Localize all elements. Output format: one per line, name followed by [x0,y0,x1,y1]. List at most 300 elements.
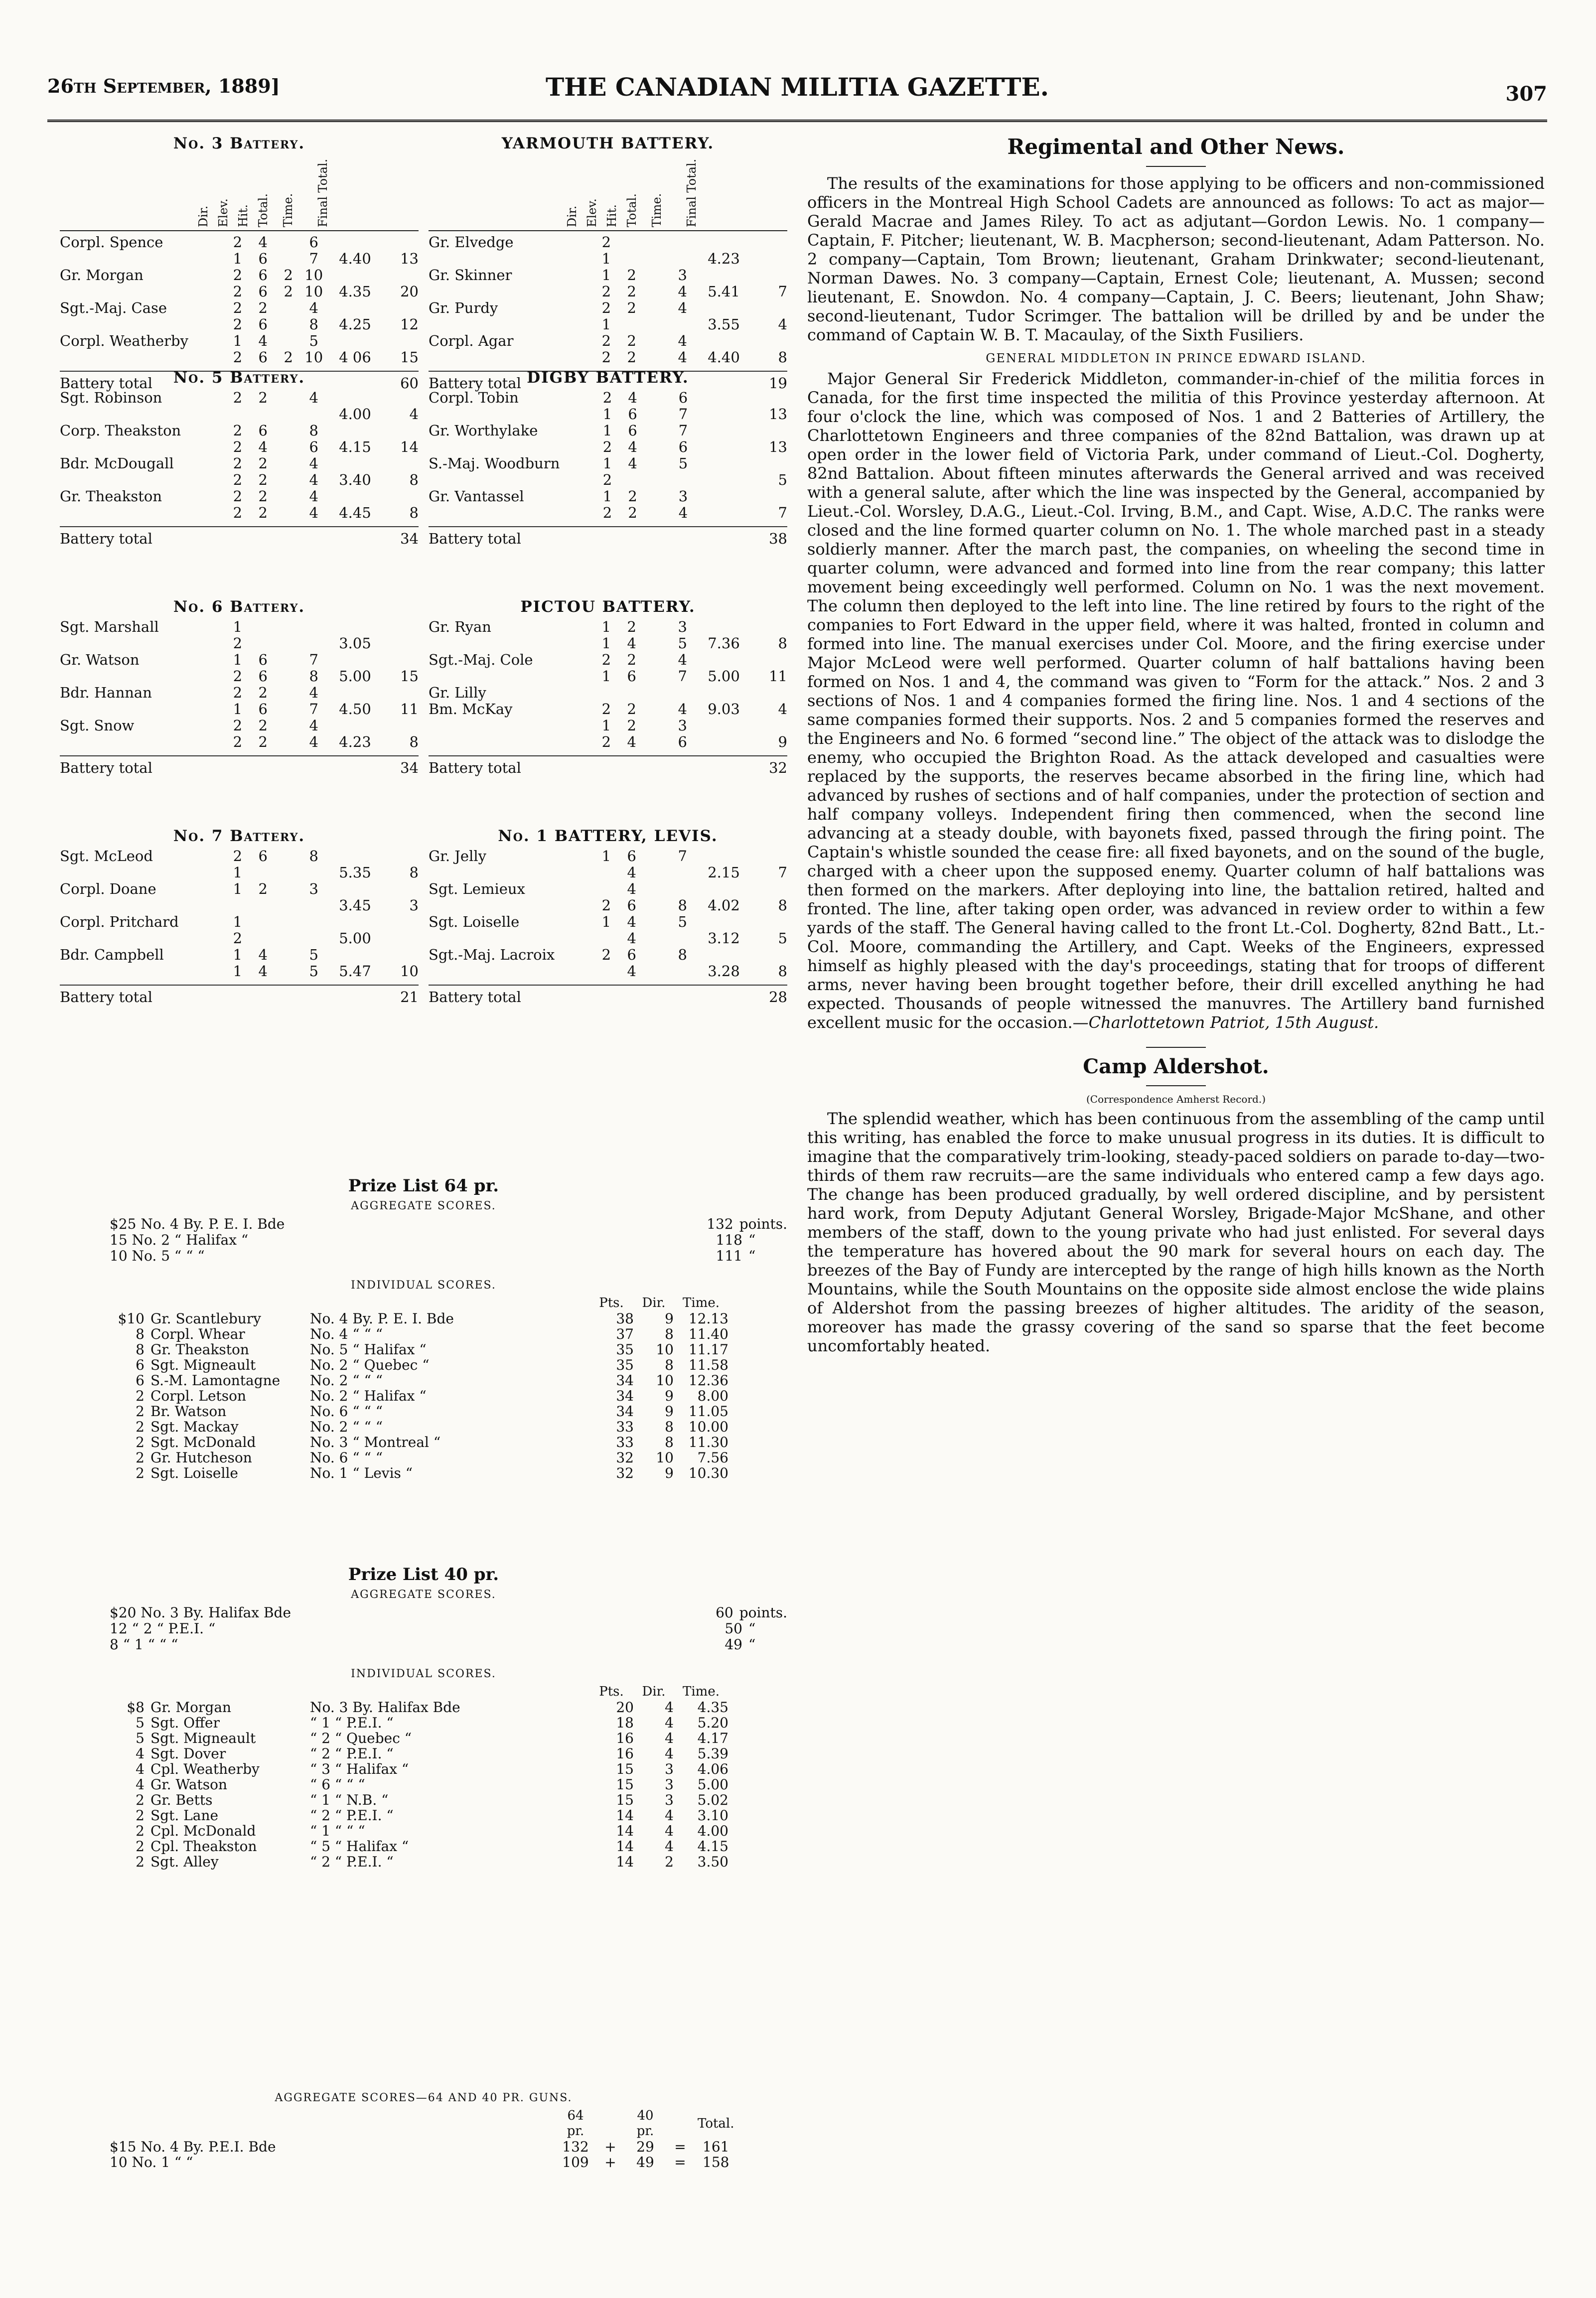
aggregate-suffix: “ [748,1620,756,1637]
score-cell: 14 [400,438,419,455]
score-cell [644,881,670,897]
points: 14 [616,1854,634,1870]
aggregate-unit: 10 No. 5 “ “ “ [110,1248,205,1264]
competitor-unit: “ 3 “ Halifax “ [310,1761,409,1777]
battery-block [60,827,419,1005]
score-row [60,333,419,349]
prize-amount: 2 [136,1807,145,1824]
score-cell: 8 [409,504,419,521]
score-cell: 5 [778,471,787,488]
score-cell: 1 [601,913,611,930]
score-cell: 3.40 [339,471,371,488]
score-row [60,488,419,505]
individual-row [110,1435,728,1450]
score-cell [696,455,752,472]
score-cell [301,864,326,881]
score-cell [276,488,301,505]
points: 20 [616,1699,634,1716]
competitor-name: Cpl. McDonald [150,1823,256,1839]
middleton-text: Major General Sir Frederick Middleton, commander-in-chief of the militia forces in Canada, for the first time inspected the militia of this Province yesterday afternoon. At four o'clock the line, which was composed of Nos. 1 and 2 Batteries of Artillery, the Charlottetown Engineers and three companies of the 82nd Battalion, was drawn up at open order in the lower field of Victoria Park, under command of Lieut.-Col. Dogherty, 82nd Battalion. About fifteen minutes afterwards the General arrived and was received with a general salute, after which the line was inspected by the General, accompanied by Lieut.-Col. Worsley, D.A.G., Lieut.-Col. Irving, B.M., and Capt. Wise, A.D.C. The ranks were closed and the line formed quarter column on No. 1. The whole marched past in a steady soldierly manner. After the march past, the companies, on wheeling the second time in quarter column, were advanced and formed into line from the rear company; this latter movement being exceedingly well performed. Column on No. 1 was the next movement. The column then deployed to the left into line. The line retired by fours to the right of the companies to Fort Edward in the upper field, where it was halted, fronted in column and formed into line. The manual exercises under Col. Moore, and the firing exercise under Major McLeod were well performed. Quarter column of half battalions having been formed on Nos. 1 and 4, the command was given to “Form for the attack.” Nos. 2 and 3 sections of Nos. 1 and 4 companies formed the firing line. Nos. 1 and 4 sections of the same companies formed their supports. Nos. 2 and 5 companies formed the reserves and the Engineers and No. 6 formed “second line.” The object of the attack was to dislodge the enemy, who occupied the Brighton Road. As the attack developed and casualties were replaced by the supports, the reserves became absorbed in the firing line, which had advanced by rushes of sections and of half companies, under the protection of section and half company volleys. Independent firing then commenced, when the second line advancing at a steady double, with bayonets fixed, passed through the firing point. The Captain's whistle sounded the cease fire: all fixed bayonets, and on the sound of the bugle, charged with a cheer upon the supposed enemy. Quarter column of half battalions was then formed on the markers. After deploying into line, the battalion retired, halted and fronted. The line, after taking open order, was advanced in review order to within a few yards of the staff. The General having called to the front Lt.-Col. Dogherty, 82nd Batt., Lt.-Col. Moore, commanding the Artillery, and Capt. Weeks of the Engineers, expressed himself as highly pleased with the day's proceedings, stating that for troops of different arms, never having been brought together before, their drill excelled anything he had expected. Thousands of people witnessed the manuvres. The Artillery band furnished excellent music for the occasion. [807,369,1545,1032]
prize-list-40 [60,1565,787,1869]
camp-rule [1146,1085,1206,1086]
score-cell [225,406,250,423]
section-rule [1146,1047,1206,1048]
competitor-unit: No. 1 “ Levis “ [310,1465,413,1481]
gunner-name: Sgt.-Maj. Lacroix [429,946,555,963]
score-cell: 4 [258,963,268,980]
score-cell: 8 [309,316,318,333]
score-cell: 8 [309,668,318,685]
score-cell: 4 [628,389,637,406]
aggregate-suffix: “ [748,1232,756,1248]
direction: 4 [665,1838,674,1855]
score-cell [276,390,301,406]
score-cell: 4 [628,438,637,455]
score-cell: 2 [233,733,243,750]
score-cell: 2 [233,471,243,488]
time: 10.00 [688,1419,728,1435]
score-row [429,685,787,701]
battery-title: No. 5 Battery. [173,369,305,387]
score-cell: 4 [258,234,268,251]
title-rule [1146,166,1206,167]
individual-heading: Pts. [599,1295,624,1310]
score-cell [645,406,671,423]
score-cell [752,652,787,668]
competitor-name: S.-M. Lamontagne [150,1372,281,1389]
blank-heading [310,1684,589,1700]
battery-total-label: Battery total [429,375,521,392]
score-cell [752,488,787,505]
competitor-name: Gr. Scantlebury [150,1310,262,1327]
score-cell: 2 [233,668,243,685]
competitor-name: Sgt. Migneault [150,1357,256,1373]
score-cell: 4 [258,438,268,455]
score-cell: 6 [678,389,688,406]
score-cell: 1 [601,668,611,685]
direction: 2 [665,1854,674,1870]
competitor-name: Sgt. Alley [150,1854,219,1870]
score-cell: 2 [233,316,243,333]
blank-heading [145,1295,310,1311]
column-heading: Final Total. [316,158,330,227]
score-cell [645,439,671,455]
combined-value: 49 [636,2154,654,2170]
score-cell [276,881,301,897]
score-cell [276,333,301,349]
time: 4.35 [697,1699,728,1716]
issue-date: 26th September, 1889] [47,75,280,97]
aggregate-suffix: points. [739,1604,787,1621]
score-cell [695,881,752,897]
aggregate-points: 132 [707,1216,733,1232]
competitor-name: Gr. Theakston [150,1341,249,1358]
news-title: Regimental and Other News. [1007,135,1345,159]
score-row [429,406,787,423]
score-cell [619,316,644,333]
score-cell [696,472,752,488]
score-cell: 5 [678,455,688,472]
score-cell [752,333,787,349]
score-cell: 7 [678,848,687,864]
score-row [429,251,787,267]
competitor-name: Gr. Morgan [150,1699,232,1716]
score-cell: 2 [233,283,243,300]
prize-64-ind-label: INDIVIDUAL SCORES. [351,1279,496,1292]
score-cell [645,423,671,439]
score-cell [276,930,301,947]
aggregate-row [60,1216,787,1232]
time: 11.17 [688,1341,728,1358]
prize-amount: 8 [136,1341,145,1358]
combined-value: = [674,2154,686,2170]
score-cell [645,472,671,488]
gunner-name: Corpl. Doane [60,880,156,897]
score-row [429,349,787,366]
score-cell [696,505,752,521]
gunner-name [60,472,225,488]
combined-heading: Total. [698,2116,734,2131]
prize-amount: 2 [136,1419,145,1435]
points: 37 [616,1326,634,1342]
score-cell [326,333,384,349]
battery-table [429,848,787,980]
score-cell: 5.00 [339,668,371,685]
score-cell: 13 [769,406,787,423]
score-cell: 3 [678,618,687,635]
direction: 4 [665,1745,674,1762]
aggregate-points: 118 [716,1232,742,1248]
score-cell: 3.05 [339,635,371,652]
score-cell [384,718,419,734]
score-cell [696,439,752,455]
score-cell: 13 [400,250,419,267]
score-cell [593,881,619,897]
score-cell: 2 [258,504,268,521]
points: 16 [616,1730,634,1746]
direction: 8 [665,1434,674,1450]
prize-amount: 6 [136,1357,145,1373]
aggregate-unit: $25 No. 4 By. P. E. I. Bde [110,1216,285,1232]
battery-block [60,598,419,776]
score-cell: 5 [309,963,318,980]
score-cell: 7 [778,283,787,300]
score-cell [276,734,301,750]
score-cell: 2 [627,717,636,734]
aggregate-row [60,1248,787,1264]
aggregate-row [60,1605,787,1621]
gunner-name [429,284,593,300]
score-cell: 6 [678,733,687,750]
gunner-name [60,963,225,980]
direction: 10 [656,1341,674,1358]
score-cell: 10 [304,283,323,300]
score-row [429,316,787,333]
score-cell [276,947,301,963]
score-cell [670,881,695,897]
combined-heading [663,2108,698,2139]
score-cell [619,234,644,251]
time: 3.50 [697,1854,728,1870]
column-heading: Hit. [236,204,250,227]
gunner-name: Gr. Skinner [429,267,512,284]
score-cell [644,947,670,963]
gunner-name [60,316,225,333]
blank-heading [110,1684,145,1700]
score-cell: 2 [627,332,636,349]
score-cell: 2 [258,733,268,750]
competitor-unit: “ 2 “ Quebec “ [310,1730,412,1746]
gunner-name [60,930,225,947]
score-cell: 4 [309,733,318,750]
score-cell: 5 [678,913,687,930]
time: 5.39 [697,1745,728,1762]
score-cell [644,701,670,718]
score-row [429,652,787,668]
prize-40-individual [110,1684,728,1869]
score-cell: 2 [601,651,611,668]
score-row [60,668,419,685]
score-cell: 1 [233,618,243,635]
aggregate-unit: $20 No. 3 By. Halifax Bde [110,1605,291,1621]
gunner-name: Corpl. Weatherby [60,332,188,349]
points: 34 [616,1403,634,1420]
score-cell: 2 [233,930,243,947]
prize-list-64 [60,1176,787,1481]
score-cell: 6 [309,234,318,251]
points: 34 [616,1372,634,1389]
page-number: 307 [1505,82,1547,106]
score-cell: 4 [309,299,318,316]
competitor-unit: “ 6 “ “ “ [310,1776,365,1793]
gunner-name [429,930,593,947]
score-cell: 5.00 [339,930,371,947]
score-cell: 4.40 [708,349,740,366]
direction: 8 [665,1357,674,1373]
battery-table [429,619,787,750]
score-row [429,472,787,488]
score-cell: 5 [309,946,318,963]
score-cell: 9.03 [708,701,740,718]
score-cell: 6 [258,422,268,439]
score-cell [276,914,301,930]
score-cell: 5 [678,635,687,652]
score-cell: 4 [627,635,636,652]
score-cell: 4.35 [339,283,371,300]
aggregate-points: 49 [725,1636,742,1653]
battery-total-label: Battery total [60,759,152,776]
direction: 4 [665,1715,674,1731]
score-cell: 6 [258,701,268,718]
individual-header [110,1295,728,1311]
individual-header [110,1684,728,1700]
score-row [60,505,419,521]
score-cell [301,635,326,652]
individual-row [110,1715,728,1730]
score-cell: 6 [627,946,636,963]
score-cell [384,635,419,652]
gunner-name: Corpl. Pritchard [60,913,179,930]
competitor-unit: No. 6 “ “ “ [310,1403,383,1420]
score-row [429,488,787,505]
publication-title: THE CANADIAN MILITIA GAZETTE. [545,72,1049,102]
score-cell [645,505,671,521]
score-cell: 3 [409,897,419,914]
score-cell [276,897,301,914]
score-cell: 8 [778,897,787,914]
score-cell [696,488,752,505]
combined-row [110,2139,734,2154]
individual-heading: Pts. [599,1684,624,1699]
score-cell [301,897,326,914]
score-cell: 4 [678,283,687,300]
gunner-name: Gr. Vantassel [429,488,524,505]
score-cell: 6 [258,651,268,668]
score-cell: 2 [233,504,243,521]
score-cell [670,963,695,980]
score-cell [644,652,670,668]
score-cell [326,718,384,734]
score-row [60,423,419,439]
column-heading: Total. [625,193,639,227]
score-cell: 4.23 [339,733,371,750]
prize-amount: 5 [136,1730,145,1746]
score-cell: 1 [601,848,611,864]
gunner-name [60,406,225,423]
score-cell [670,234,695,251]
score-cell: 6 [258,283,268,300]
battery-table [429,234,787,366]
score-cell [671,472,696,488]
score-cell [670,251,695,267]
direction: 4 [665,1699,674,1716]
time: 4.15 [697,1838,728,1855]
individual-row [110,1388,728,1404]
score-cell: 6 [309,438,318,455]
time: 11.05 [688,1403,728,1420]
combined-value: 158 [703,2154,729,2170]
score-cell: 8 [778,349,787,366]
score-row [60,349,419,366]
score-cell [752,848,787,864]
score-cell [384,333,419,349]
column-heading: Dir. [196,205,210,227]
score-cell: 15 [400,349,419,366]
score-cell: 4.15 [339,438,371,455]
score-cell: 1 [601,316,611,333]
score-cell: 4.40 [339,250,371,267]
gunner-name [429,472,595,488]
points: 32 [616,1449,634,1466]
gunner-name [60,897,225,914]
score-cell: 1 [602,488,612,505]
competitor-unit: No. 4 By. P. E. I. Bde [310,1310,454,1327]
score-cell [326,234,384,251]
battery-total-value: 19 [769,375,787,392]
score-cell [276,455,301,472]
competitor-name: Gr. Watson [150,1776,228,1793]
direction: 9 [665,1310,674,1327]
score-cell: 10 [400,963,419,980]
time: 4.17 [697,1730,728,1746]
score-cell: 1 [233,701,243,718]
score-cell [326,423,384,439]
score-cell [695,619,752,635]
direction: 9 [665,1403,674,1420]
score-cell [301,406,326,423]
score-cell: 8 [409,733,419,750]
gunner-name [60,864,225,881]
gunner-name: Gr. Jelly [429,848,486,864]
score-cell [644,718,670,734]
column-headings [429,155,787,231]
score-cell: 6 [627,668,636,685]
battery-total [60,755,419,776]
score-cell: 2 [602,471,612,488]
score-cell [644,685,670,701]
direction: 3 [665,1761,674,1777]
prize-amount: 2 [136,1792,145,1808]
score-cell: 4.23 [708,250,740,267]
score-cell: 2 [628,504,637,521]
score-cell [645,488,671,505]
score-cell [752,455,787,472]
prize-amount: 2 [136,1465,145,1481]
individual-row [110,1777,728,1792]
blank-heading [310,1295,589,1311]
prize-40-ind-label: INDIVIDUAL SCORES. [351,1668,496,1680]
direction: 4 [665,1823,674,1839]
score-row [429,914,787,930]
battery-block [429,827,787,1005]
gunner-name [429,734,593,750]
score-cell: 7 [309,250,318,267]
gunner-name: Corpl. Agar [429,332,514,349]
score-cell [619,251,644,267]
column-headings [60,155,419,231]
points: 15 [616,1761,634,1777]
score-cell: 4 [258,332,268,349]
score-cell: 4 [258,946,268,963]
combined-row [110,2154,734,2170]
competitor-unit: “ 2 “ P.E.I. “ [310,1807,394,1824]
gunner-name [60,439,225,455]
aggregate-row [60,1637,787,1653]
score-cell: 4 [778,316,787,333]
prize-64-aggregate [60,1216,787,1264]
score-cell: 8 [409,471,419,488]
score-row [429,881,787,897]
competitor-name: Sgt. Migneault [150,1730,256,1746]
gunner-name: S.-Maj. Woodburn [429,455,560,472]
score-cell: 3 [678,267,687,284]
prize-amount: 8 [136,1326,145,1342]
middleton-subhead: GENERAL MIDDLETON IN PRINCE EDWARD ISLAND. [986,351,1366,365]
score-cell [695,947,752,963]
prize-amount: 2 [136,1838,145,1855]
score-cell: 7 [309,651,318,668]
score-cell [276,300,301,316]
score-row [60,914,419,930]
score-row [429,267,787,284]
score-cell: 6 [258,267,268,284]
score-cell: 2 [627,349,636,366]
score-cell: 4 [309,471,318,488]
score-cell: 1 [602,422,612,439]
gunner-name [60,668,225,685]
prize-amount: 4 [136,1776,145,1793]
score-cell: 4 [627,913,636,930]
